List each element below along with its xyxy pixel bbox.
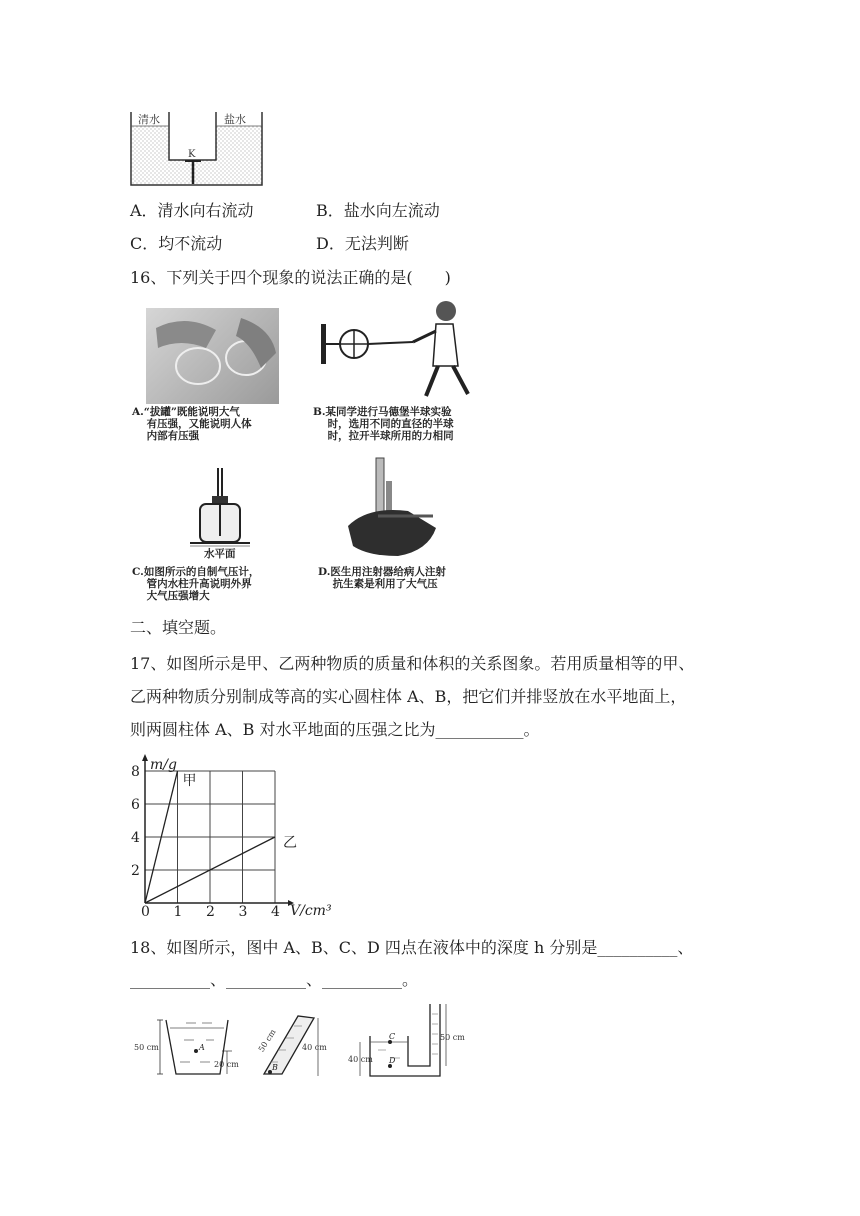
magdeburg-figure <box>318 296 478 406</box>
offset-label-a: 20 cm <box>214 1060 239 1069</box>
y-tick-label: 4 <box>131 830 140 846</box>
series-label-1: 甲 <box>182 773 197 789</box>
mass-volume-chart <box>120 752 340 922</box>
q17-line2: 乙两种物质分别制成等高的实心圆柱体 A、B，把它们并排竖放在水平地面上， <box>130 687 687 706</box>
point-b-label: B <box>272 1063 278 1072</box>
height-label-right: 50 cm <box>440 1033 465 1042</box>
x-tick-label: 2 <box>206 904 215 920</box>
section-two-heading: 二、填空题。 <box>130 618 227 637</box>
x-tick-label: 4 <box>271 904 280 920</box>
x-tick-label: 0 <box>141 904 150 920</box>
y-tick-label: 8 <box>131 764 140 780</box>
q15-option-a: A．清水向右流动 <box>130 201 254 220</box>
height-label-b: 40 cm <box>302 1043 327 1052</box>
cupping-photo <box>146 308 279 404</box>
salt-water-label: 盐水 <box>224 113 246 126</box>
x-tick-label: 3 <box>238 904 248 920</box>
q16-caption-c: C.如图所示的自制气压计， 管内水柱升高说明外界 大气压强增大 <box>132 566 260 602</box>
q15-option-d: D．无法判断 <box>316 234 409 253</box>
depth-figure-b <box>254 1010 334 1082</box>
chart-grid <box>145 771 275 903</box>
q18-line2: __________、__________、__________。 <box>130 970 419 989</box>
x-tick-label: 1 <box>173 904 183 920</box>
height-label-d: 40 cm <box>348 1055 373 1064</box>
x-axis-label: V/cm³ <box>290 903 332 919</box>
q15-option-c: C．均不流动 <box>130 234 223 253</box>
q16-caption-d: D.医生用注射器给病人注射 抗生素是利用了大气压 <box>318 566 446 590</box>
q18-line1: 18、如图所示，图中 A、B、C、D 四点在液体中的深度 h 分别是__________、 <box>130 938 694 957</box>
depth-figure-a <box>134 1014 246 1080</box>
y-axis-arrow <box>142 754 148 761</box>
slant-label-b: 50 cm <box>256 1027 278 1054</box>
y-axis-label: m/g <box>150 757 177 773</box>
y-tick-label: 6 <box>131 797 140 813</box>
point-c-label: C <box>389 1032 396 1041</box>
q16-stem: 16、下列关于四个现象的说法正确的是( ) <box>130 268 451 287</box>
height-label-a: 50 cm <box>134 1043 159 1052</box>
connected-vessels-figure <box>128 110 268 190</box>
q17-line3: 则两圆柱体 A、B 对水平地面的压强之比为___________。 <box>130 720 540 739</box>
depth-figure-cd <box>348 1000 468 1082</box>
series-label-2: 乙 <box>283 835 297 851</box>
point-a-label: A <box>199 1043 205 1052</box>
q17-line1: 17、如图所示是甲、乙两种物质的质量和体积的关系图象。若用质量相等的甲、 <box>130 654 695 673</box>
q16-caption-a: A.“拔罐”既能说明大气 有压强，又能说明人体 内部有压强 <box>132 406 252 442</box>
barometer-figure <box>190 466 250 556</box>
fresh-water-label: 清水 <box>138 113 160 126</box>
ground-label: 水平面 <box>204 548 236 560</box>
point-d-label: D <box>389 1056 396 1065</box>
q15-option-b: B．盐水向左流动 <box>316 201 440 220</box>
y-tick-label: 2 <box>131 863 140 879</box>
q16-caption-b: B.某同学进行马德堡半球实验 时，选用不同的直径的半球 时，拉开半球所用的力相同 <box>313 406 454 442</box>
injection-figure <box>338 456 448 564</box>
valve-label: K <box>188 149 196 160</box>
